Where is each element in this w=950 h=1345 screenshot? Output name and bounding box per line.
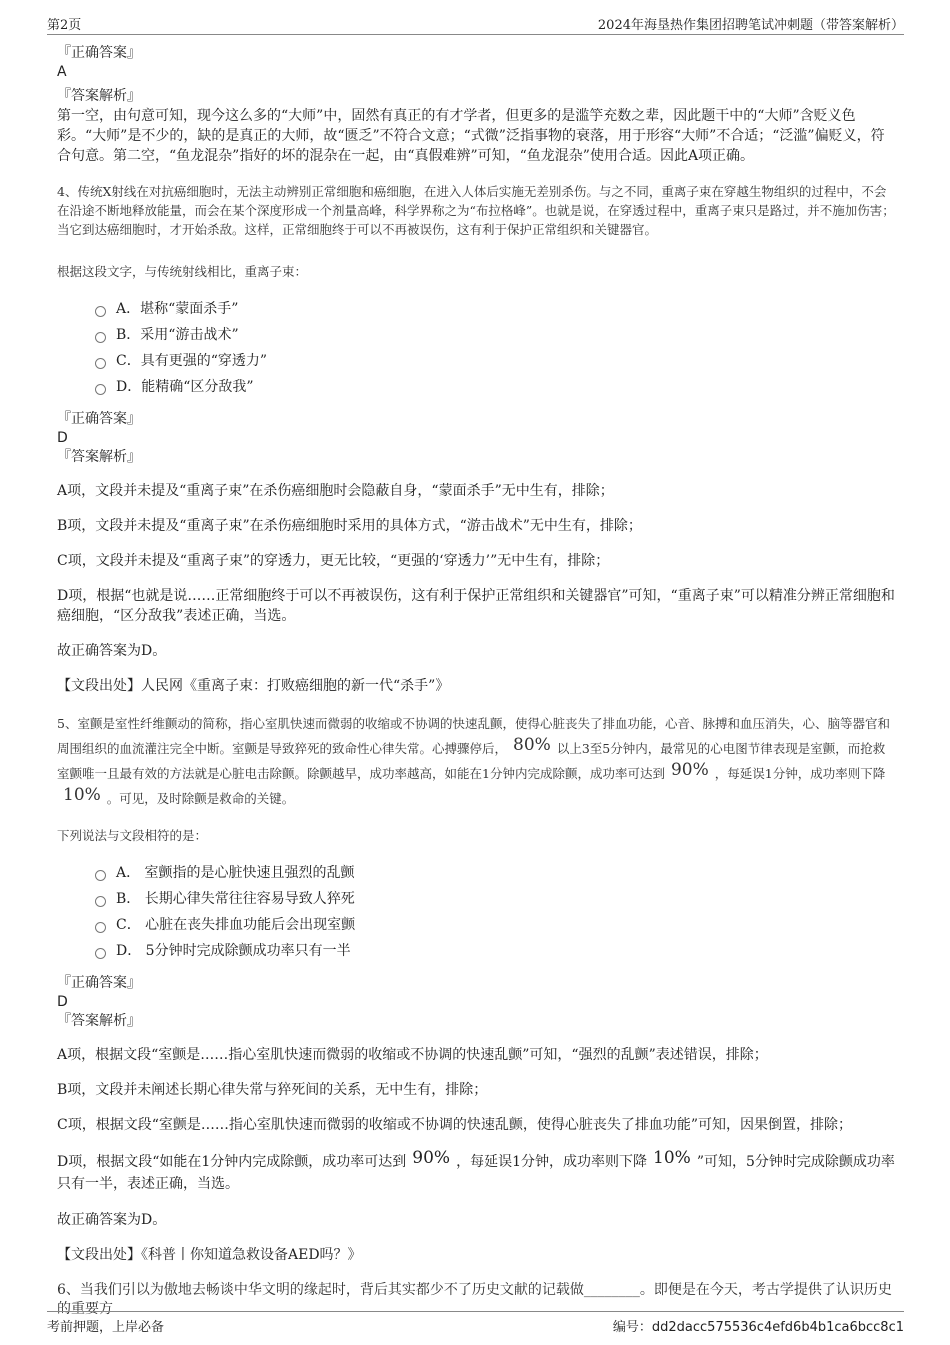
question-4-options [95,296,895,400]
option-label: B． 长期心律失常往往容易导致人猝死 [116,890,355,907]
answer-value: D [57,430,68,446]
answer-label: 『正确答案』 [57,411,141,427]
page-header [47,12,904,35]
option-label: B．采用“游击战术” [116,326,239,343]
option-label: A．堪称“蒙面杀手” [116,300,239,317]
question-5-options [95,860,895,964]
source: 【文段出处】《科普丨你知道急救设备AED吗？》 [57,1247,362,1263]
option-label: D． 5分钟时完成除颤成功率只有一半 [116,942,351,959]
option-b[interactable] [95,886,895,912]
option-c[interactable] [95,348,895,374]
math-value: 80% [513,735,551,755]
page-footer [47,1311,904,1336]
document-id: 编号：dd2dacc575536c4efd6b4b1ca6bcc8c1 [612,1320,904,1335]
question-4-prompt: 根据这段文字，与传统射线相比，重离子束： [57,264,308,279]
option-d[interactable] [95,938,895,964]
question-5-stem: 5、室颤是室性纤维颤动的简称，指心室肌快速而微弱的收缩或不协调的快速乱颤，使得心脏丧失了排血功能，心音、脉搏和血压消失，心、脑等器官和周围组织的血流灌注完全中断。室颤是导致猝死的致命性心律失常。心搏骤停后， 80% 以上3至5分钟内，最常见的心电图节律表现是室颤，而抢救室颤唯一且最有效的方法就是心脏电击除颤。除颤越早，成功率越高，如能在1分钟内完成除颤，成功率可达到 90% ，每延误1分钟，成功率则下降10% 。可见，及时除颤是救命的关键。 [57,716,890,806]
option-label: C． 心脏在丧失排血功能后会出现室颤 [116,916,356,933]
footer-slogan: 考前押题，上岸必备 [47,1320,165,1335]
option-label: D．能精确“区分敌我” [116,378,254,395]
analysis-item: C项，根据文段“室颤是……指心室肌快速而微弱的收缩或不协调的快速乱颤，使得心脏丧失了排血功能”可知，因果倒置，排除； [57,1117,853,1133]
radio-icon[interactable] [95,384,106,395]
option-b[interactable] [95,322,895,348]
analysis-item: A项，根据文段“室颤是……指心室肌快速而微弱的收缩或不协调的快速乱颤”可知，“强烈的乱颤”表述错误，排除； [57,1047,768,1063]
conclusion: 故正确答案为D。 [57,643,167,659]
radio-icon[interactable] [95,948,106,959]
analysis-label: 『答案解析』 [57,1013,141,1029]
option-label: A． 室颤指的是心脏快速且强烈的乱颤 [116,864,355,881]
radio-icon[interactable] [95,306,106,317]
option-d[interactable] [95,374,895,400]
math-value: 90% [670,760,709,780]
page-content [57,44,895,1317]
option-c[interactable] [95,912,895,938]
conclusion: 故正确答案为D。 [57,1212,167,1228]
analysis-item: B项，文段并未阐述长期心律失常与猝死间的关系，无中生有，排除； [57,1082,488,1098]
analysis-item: D项，根据文段“如能在1分钟内完成除颤，成功率可达到 90% ，每延误1分钟，成功率则下降 10% ”可知，5分钟时完成除颤成功率只有一半，表述正确，当选。 [57,1148,895,1192]
answer-value: A [57,64,67,80]
analysis-label: 『答案解析』 [57,449,141,465]
source: 【文段出处】人民网《重离子束：打败癌细胞的新一代“杀手”》 [57,678,450,694]
question-4-stem: 4、传统X射线在对抗癌细胞时，无法主动辨别正常细胞和癌细胞，在进入人体后实施无差别杀伤。与之不同，重离子束在穿越生物组织的过程中，不会在沿途不断地释放能量，而会在某个深度形成一个剂量高峰，科学界称之为“布拉格峰”。也就是说，在穿透过程中，重离子束只是路过，并不施加伤害；当它到达癌细胞时，才开始杀敌。这样，正常细胞终于可以不再被误伤，这有利于保护正常组织和关键器官。 [57,184,895,237]
radio-icon[interactable] [95,922,106,933]
radio-icon[interactable] [95,332,106,343]
question-5-prompt: 下列说法与文段相符的是： [57,828,208,843]
analysis-item: A项，文段并未提及“重离子束”在杀伤癌细胞时会隐蔽自身，“蒙面杀手”无中生有，排除； [57,483,614,499]
analysis-item: B项，文段并未提及“重离子束”在杀伤癌细胞时采用的具体方式，“游击战术”无中生有，排除； [57,518,642,534]
analysis-item: D项，根据“也就是说……正常细胞终于可以不再被误伤，这有利于保护正常组织和关键器官”可知，“重离子束”可以精准分辨正常细胞和癌细胞，“区分敌我”表述正确，当选。 [57,588,895,624]
analysis-item: C项，文段并未提及“重离子束”的穿透力，更无比较，“更强的‘穿透力’”无中生有，排除； [57,553,610,569]
math-value: 10% [653,1148,691,1168]
option-a[interactable] [95,860,895,886]
question-6-stem: 6、当我们引以为傲地去畅谈中华文明的缘起时，背后其实都少不了历史文献的记载做________。即便是在今天，考古学提供了认识历史的重要方 [57,1282,892,1317]
radio-icon[interactable] [95,358,106,369]
math-value: 10% [63,785,101,805]
radio-icon[interactable] [95,870,106,881]
analysis-text: 第一空，由句意可知，现今这么多的“大师”中，固然有真正的有才学者，但更多的是滥竽充数之辈，因此题干中的“大师”含贬义色彩。“大师”是不少的，缺的是真正的大师，故“匮乏”不符合文意；“式微”泛指事物的衰落，用于形容“大师”不合适；“泛滥”偏贬义，符合句意。第二空，“鱼龙混杂”指好的坏的混杂在一起，由“真假难辨”可知，“鱼龙混杂”使用合适。因此A项正确。 [57,108,885,164]
analysis-label: 『答案解析』 [57,88,141,104]
page-number: 第2页 [47,18,82,33]
answer-label: 『正确答案』 [57,975,141,991]
radio-icon[interactable] [95,896,106,907]
math-value: 90% [412,1148,451,1168]
answer-label: 『正确答案』 [57,45,141,61]
option-label: C．具有更强的“穿透力” [116,352,268,369]
document-title: 2024年海垦热作集团招聘笔试冲刺题（带答案解析） [597,18,904,33]
answer-value: D [57,994,68,1010]
option-a[interactable] [95,296,895,322]
